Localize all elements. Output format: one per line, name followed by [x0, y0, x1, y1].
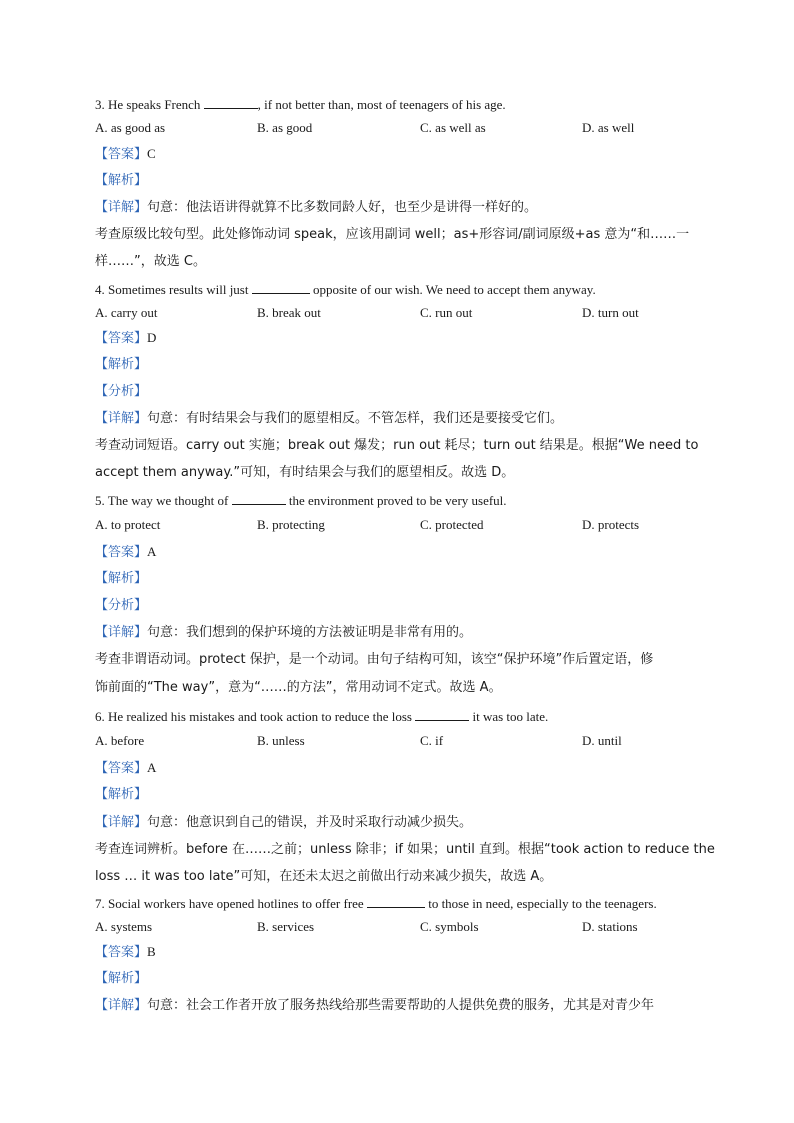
answer-blank: [252, 281, 310, 294]
q6-option-d: D. until: [582, 733, 622, 748]
q4-answer: 【答案】D: [95, 330, 157, 346]
q5-jiexi-heading: 【解析】: [95, 571, 148, 586]
q4-option-d: D. turn out: [582, 305, 639, 320]
q6-stem: 6. He realized his mistakes and took action to reduce the loss it was too late.: [95, 709, 549, 724]
q4-explanation-line1: 考查动词短语。carry out 实施；break out 爆发；run out 耗尽；turn out 结果是。根据“We need to: [95, 438, 699, 453]
answer-blank: [232, 492, 286, 505]
q7-stem: 7. Social workers have opened hotlines to offer free to those in need, especially to the teenagers.: [95, 896, 657, 911]
q7-option-a: A. systems: [95, 919, 153, 934]
q3-explanation-line2: 样……”，故选 C。: [95, 254, 206, 269]
q5-option-a: A. to protect: [95, 517, 161, 532]
q7-option-b: B. services: [257, 919, 315, 934]
q3-option-c: C. as well as: [420, 120, 486, 135]
q3-stem: 3. He speaks French , if not better than, most of teenagers of his age.: [95, 97, 506, 112]
q4-option-c: C. run out: [420, 305, 473, 320]
q5-explanation-line2: 饰前面的“The way”，意为“……的方法”，常用动词不定式。故选 A。: [95, 680, 502, 695]
q6-answer: 【答案】A: [95, 760, 157, 776]
answer-blank: [204, 96, 258, 109]
q3-jiexi-heading: 【解析】: [95, 173, 148, 188]
answer-blank: [415, 708, 469, 721]
q3-answer: 【答案】C: [95, 146, 156, 162]
q6-option-a: A. before: [95, 733, 145, 748]
q3-explanation-line1: 考查原级比较句型。此处修饰动词 speak，应该用副词 well；as+形容词/副词原级+as 意为“和……一: [95, 227, 690, 242]
q7-jiexi-heading: 【解析】: [95, 971, 148, 986]
q6-jiexi-heading: 【解析】: [95, 787, 148, 802]
q3-option-a: A. as good as: [95, 120, 166, 135]
q6-detail: 【详解】句意：他意识到自己的错误，并及时采取行动减少损失。: [95, 815, 473, 830]
q3-detail: 【详解】句意：他法语讲得就算不比多数同龄人好，也至少是讲得一样好的。: [95, 200, 538, 215]
q4-explanation-line2: accept them anyway.”可知，有时结果会与我们的愿望相反。故选 D。: [95, 465, 515, 480]
q5-stem: 5. The way we thought of the environment proved to be very useful.: [95, 493, 507, 508]
q4-option-a: A. carry out: [95, 305, 158, 320]
q4-jiexi-heading: 【解析】: [95, 357, 148, 372]
q5-explanation-line1: 考查非谓语动词。protect 保护，是一个动词。由句子结构可知，该空“保护环境”作后置定语，修: [95, 652, 654, 667]
q5-answer: 【答案】A: [95, 544, 157, 560]
q4-fenxi-heading: 【分析】: [95, 384, 148, 399]
q4-option-b: B. break out: [257, 305, 321, 320]
q6-option-b: B. unless: [257, 733, 305, 748]
q5-option-c: C. protected: [420, 517, 484, 532]
q7-detail: 【详解】句意：社会工作者开放了服务热线给那些需要帮助的人提供免费的服务，尤其是对青少年: [95, 998, 655, 1013]
q5-detail: 【详解】句意：我们想到的保护环境的方法被证明是非常有用的。: [95, 625, 473, 640]
q5-option-b: B. protecting: [257, 517, 325, 532]
q4-stem: 4. Sometimes results will just opposite of our wish. We need to accept them anyway.: [95, 282, 596, 297]
q5-option-d: D. protects: [582, 517, 640, 532]
q6-explanation-line1: 考查连词辨析。before 在……之前；unless 除非；if 如果；until 直到。根据“took action to reduce the: [95, 842, 715, 857]
q7-answer: 【答案】B: [95, 944, 156, 960]
q5-fenxi-heading: 【分析】: [95, 598, 148, 613]
q6-option-c: C. if: [420, 733, 444, 748]
q4-detail: 【详解】句意：有时结果会与我们的愿望相反。不管怎样，我们还是要接受它们。: [95, 411, 564, 426]
answer-blank: [367, 895, 425, 908]
q6-explanation-line2: loss … it was too late”可知，在还未太迟之前做出行动来减少损失，故选 A。: [95, 869, 553, 884]
q7-option-c: C. symbols: [420, 919, 479, 934]
q3-option-b: B. as good: [257, 120, 313, 135]
q3-option-d: D. as well: [582, 120, 635, 135]
q7-option-d: D. stations: [582, 919, 638, 934]
